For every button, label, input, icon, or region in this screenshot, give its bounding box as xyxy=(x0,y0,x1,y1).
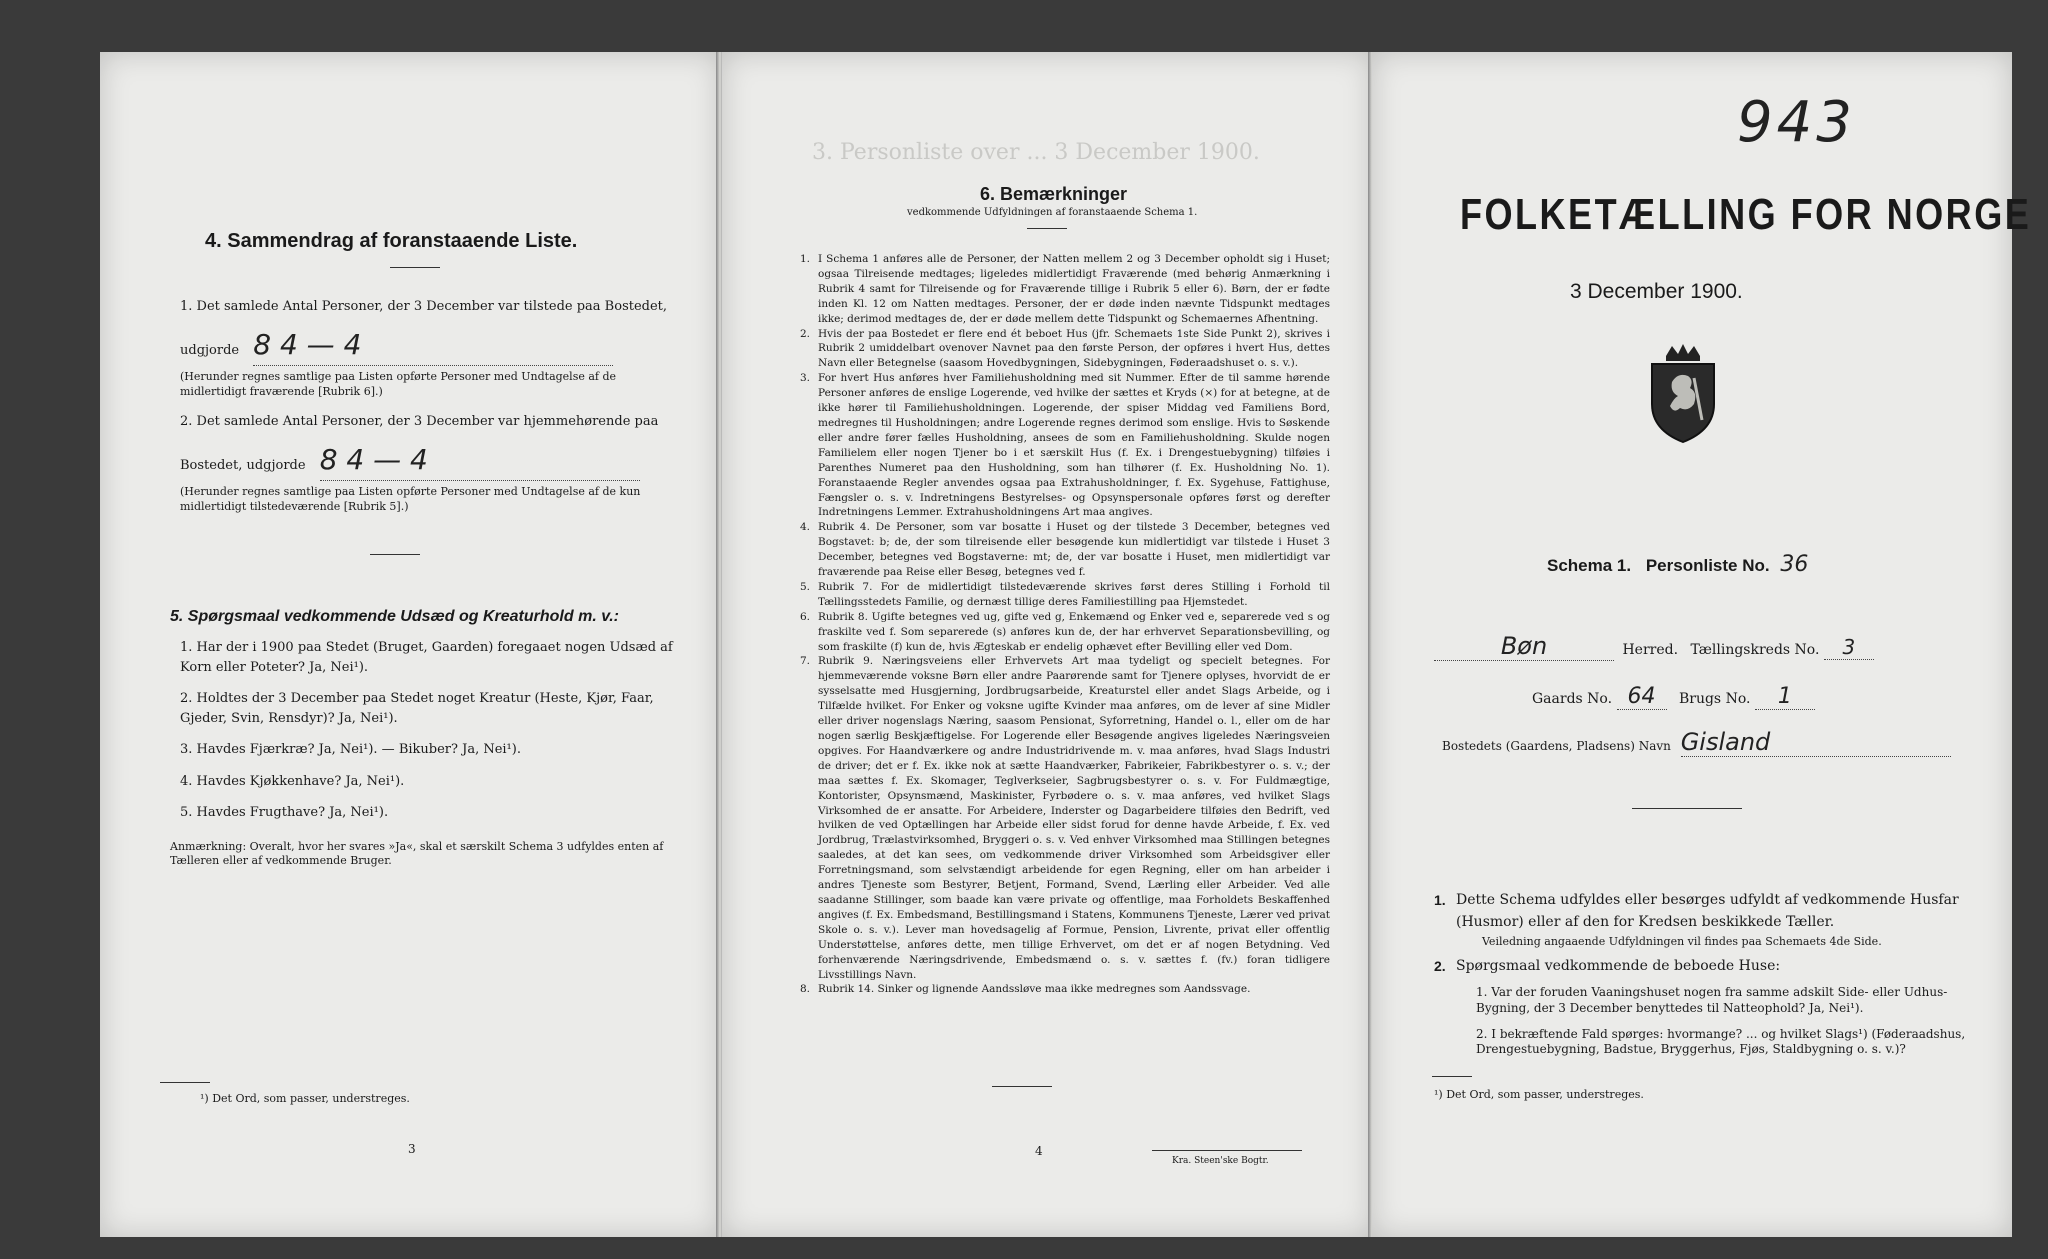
herred-value: Bøn xyxy=(1434,632,1614,661)
instruction-number: 2. xyxy=(1434,957,1446,974)
schema-row xyxy=(1547,552,1808,577)
instruction-number: 1. xyxy=(1434,892,1446,908)
footnote-divider xyxy=(160,1082,210,1083)
s5-item: 3. Havdes Fjærkræ? Ja, Nei¹). — Bikuber? Ja, Nei¹). xyxy=(180,742,521,757)
footnote-divider xyxy=(1432,1076,1472,1077)
s5-list xyxy=(180,638,680,835)
remark-number: 3. xyxy=(800,372,811,385)
instruction-text: Spørgsmaal vedkommende de beboede Huse: xyxy=(1456,957,1781,974)
remark-text: Hvis der paa Bostedet er flere end ét beboet Hus (jfr. Schemaets 1ste Side Punkt 2), skrives i Rubrik 2 umiddelbart ovenover Navnet paa den første Person, der opføres i hvert Hus, dettes Navn eller Betegnelse (saasom Hovedbygningen, Sidebygningen, Føderaadshuset o. s. v.). xyxy=(818,327,1330,370)
right-page xyxy=(1372,52,2032,1237)
page-number: 4 xyxy=(1035,1144,1043,1158)
printer-rule xyxy=(1152,1150,1302,1151)
q2-text: 2. Det samlede Antal Personer, der 3 December var hjemmehørende paa xyxy=(180,414,659,430)
q2-handwritten-answer: 8 4 — 4 xyxy=(320,440,640,482)
handwritten-archive-number: 943 xyxy=(1737,90,1856,155)
remark-item xyxy=(800,327,1330,372)
remark-item xyxy=(800,520,1330,580)
bosted-label: Bostedets (Gaardens, Pladsens) Navn xyxy=(1442,739,1671,753)
schema-label: Schema 1. xyxy=(1547,556,1632,575)
summary-block xyxy=(180,298,680,514)
remark-text: I Schema 1 anføres alle de Personer, der Natten mellem 2 og 3 December opholdt sig i Huset; ogsaa Tilreisende medtages; ligeledes midlertidigt Fraværende (med behørig Anmærkning i Rubrik 4 samt for Tilreisende og for Fraværende tillige i Rubrik 5 eller 6). Børn, der er fødte inden Kl. 12 om Natten medtages. Personer, der er døde inden nævnte Tidspunkt medtages ikke; derimod medtages de, der er døde mellem dette Tidspunkt og Schemaernes Afhentning. xyxy=(818,253,1330,325)
remark-text: Rubrik 8. Ugifte betegnes ved ug, gifte ved g, Enkemænd og Enker ved e, separerede ved s og fraskilte ved f. Som separerede (s) anføres kun de, der har erhvervet Separationsbevilling, og som fraskilte (f) kun de, hvis Ægteskab er endelig ophævet efter Bevilling eller ved Dom. xyxy=(818,610,1330,653)
s5-item: 2. Holdtes der 3 December paa Stedet noget Kreatur (Heste, Kjør, Faar, Gjeder, Svin, Rensdyr)? Ja, Nei¹). xyxy=(180,691,654,726)
personliste-label: Personliste No. xyxy=(1645,556,1770,575)
s5-item: 5. Havdes Frugthave? Ja, Nei¹). xyxy=(180,805,389,820)
herred-row xyxy=(1434,632,1974,661)
s5-item: 1. Har der i 1900 paa Stedet (Bruget, Gaarden) foregaaet nogen Udsæd af Korn eller Poteter? Ja, Nei¹). xyxy=(180,640,673,675)
brugs-number: 1 xyxy=(1755,684,1815,710)
house-question-2: 2. I bekræftende Fald spørges: hvormange? ... og hvilket Slags¹) (Føderaadshus, Drengestuebygning, Badstue, Bryggerhus, Fjøs, Staldbygning o. s. v.)? xyxy=(1476,1026,1966,1057)
divider xyxy=(1027,228,1067,229)
remarks-title: 6. Bemærkninger xyxy=(980,184,1128,204)
gaards-row xyxy=(1532,684,1815,710)
bleed-through-header: 3. Personliste over ... 3 December 1900. xyxy=(812,140,1260,165)
remark-text: Rubrik 9. Næringsveiens eller Erhvervets Art maa tydeligt og specielt betegnes. For hjemmeværende voksne Børn eller andre Paarørende samt for Tjenere oplyses, hvorvidt de er sysselsatte med Husgjerning, Jordbrugsarbeide, Kreaturstel eller andet Slags Arbeide, og i Tilfælde hvilket. For Enker og voksne ugifte Kvinder maa anføres, om de lever af sine Midler eller driver nogenslags Næring, saasom Pensionat, Syforretning, Handel o. l., eller om de har nogen særlig Beskjæftigelse. For Logerende eller Besøgende angives ligeledes Næringsveien opgives. For Haandværkere og andre Industridrivende m. v. maa anføres, hvad Slags Industri de driver; det er f. Ex. ikke nok at sætte Haandværker, Fabrikeier, Fabrikbestyrer o. s. v.; der maa sættes f. Ex. Skomager, Teglverkseier, Sagbrugsbestyrer o. s. v. For Fuldmægtige, Kontorister, Opsynsmænd, Maskinister, Fyrbødere o. s. v. maa anføres, ved hvilket Slags Virksomhed de er ansatte. For Arbeidere, Inderster og Dagarbeidere tilføies den Bedrift, ved hvilken de ved Optællingen har Arbeide eller sidst forud for denne havde Arbeide, f. Ex. ved Jordbrug, Trælastvirksomhed, Bryggeri o. s. v. Ved enhver Virksomhed maa Stillingen betegnes saaledes, at det kan sees, om vedkommende driver Virksomhed som Arbeidsgiver eller Forretningsmand, som selvstændigt arbeidende for egen Regning, eller om han arbeider i andres Tjeneste som Bestyrer, Betjent, Formand, Svend, Lærling eller Arbeider. Ved alle saadanne Stillinger, som baade kan være private og offentlige, maa Forholdets Beskaffenhed angives (f. Ex. Embedsmand, Bestillingsmand i Statens, Kommunens Tjeneste, Lærer ved privat Skole o. s. v.). Lever man hovedsagelig af Formue, Pension, Livrente, privat eller offentlig Understøttelse, anføres dette, men tillige Erhvervet, om det er af nogen Betydning. Ved forhenværende Næringsdrivende, Embedsmænd o. s. v. sættes f. (fv.) foran tidligere Livsstillings Navn. xyxy=(818,655,1330,981)
section4-title: 4. Sammendrag af foranstaaende Liste. xyxy=(205,230,578,252)
page-number: 3 xyxy=(408,1142,416,1156)
remark-item xyxy=(800,580,1330,610)
remarks-subtitle: vedkommende Udfyldningen af foranstaaende Schema 1. xyxy=(907,207,1198,218)
remark-text: For hvert Hus anføres hver Familiehusholdning med sit Nummer. Efter de til samme hørende Personer anføres de enslige Logerende, ved hvilke der sættes et Kryds (×) for at betegne, at de ikke hører til Familiehusholdningen. Logerende, der spiser Middag ved Familiens Bord, medregnes til Husholdningen; andre Logerende regnes derimod som enslige. Hvis to Søskende eller andre fører fælles Husholdning, ansees de som en Familiehusholdning. Skulde nogen Familielem eller nogen Tjener bo i et særskilt Hus (f. Ex. i Drengestuebygning) tilføies i Parenthes Numeret paa den Husholdning, som han tilhører (f. Ex. Husholdning No. 1). Foranstaaende Regler anvendes ogsaa paa Extrahusholdninger, f. Ex. Sygehuse, Fattighuse, Fængsler o. s. v. Indretningens Bestyrelses- og Opsynspersonale opføres først og derefter Indretningens Lemmer. Extrahusholdningens Art maa angives. xyxy=(818,372,1330,519)
remark-item xyxy=(800,252,1330,327)
remark-item xyxy=(800,610,1330,655)
left-page xyxy=(100,52,720,1237)
q2-note: (Herunder regnes samtlige paa Listen opførte Personer med Undtagelse af de kun midlertidigt tilstedeværende [Rubrik 5].) xyxy=(180,485,641,513)
remark-item xyxy=(800,982,1330,997)
remark-number: 8. xyxy=(800,983,811,996)
footnote: ¹) Det Ord, som passer, understreges. xyxy=(1434,1088,1644,1101)
remark-item xyxy=(800,371,1330,520)
instruction-1 xyxy=(1434,890,1974,933)
gaards-number: 64 xyxy=(1617,684,1667,710)
q2-answer-row xyxy=(180,440,680,482)
house-question-1: 1. Var der foruden Vaaningshuset nogen fra samme adskilt Side- eller Udhus-Bygning, der 3 December benyttedes til Natteophold? Ja, Nei¹). xyxy=(1476,985,1948,1015)
remark-number: 6. xyxy=(800,610,811,623)
q1-text: 1. Det samlede Antal Personer, der 3 December var tilstede paa Bostedet, xyxy=(180,299,668,314)
bosted-value: Gisland xyxy=(1681,728,1951,757)
personliste-number: 36 xyxy=(1780,552,1809,577)
remark-number: 7. xyxy=(800,655,811,668)
remark-note: Anmærkning: Overalt, hvor her svares »Ja«, skal et særskilt Schema 3 udfyldes enten af Tælleren eller af vedkommende Bruger. xyxy=(170,840,664,868)
remark-text: Rubrik 14. Sinker og lignende Aandssløve maa ikke medregnes som Aandssvage. xyxy=(818,983,1251,996)
q2-prefix: Bostedet, udgjorde xyxy=(180,457,306,473)
instruction-2 xyxy=(1434,956,1974,978)
document-title: FOLKETÆLLING FOR NORGE xyxy=(1460,190,2032,239)
divider xyxy=(992,1086,1052,1087)
q1-handwritten-answer: 8 4 — 4 xyxy=(253,325,613,367)
footnote: ¹) Det Ord, som passer, understreges. xyxy=(200,1092,410,1105)
kreds-number: 3 xyxy=(1824,635,1874,660)
q1-prefix: udgjorde xyxy=(180,342,240,358)
remark-number: 5. xyxy=(800,580,811,593)
bosted-row xyxy=(1442,728,1982,757)
brugs-label: Brugs No. xyxy=(1678,691,1751,707)
remark-item xyxy=(800,654,1330,982)
section5-title: 5. Spørgsmaal vedkommende Udsæd og Kreaturhold m. v.: xyxy=(170,608,619,625)
middle-page xyxy=(722,52,1372,1237)
coat-of-arms-icon xyxy=(1644,342,1722,444)
divider xyxy=(390,267,440,268)
remark-number: 4. xyxy=(800,521,811,534)
remarks-list xyxy=(800,252,1330,997)
herred-label: Herred. xyxy=(1622,642,1679,658)
remark-text: Rubrik 7. For de midlertidigt tilstedeværende skrives først deres Stilling i Forhold til Tællingsstedets Familie, og dernæst tillige deres Familiestilling paa Hjemstedet. xyxy=(818,580,1330,608)
printer-credit: Kra. Steen'ske Bogtr. xyxy=(1172,1156,1269,1166)
divider xyxy=(1632,808,1742,809)
kreds-label: Tællingskreds No. xyxy=(1690,642,1820,658)
divider xyxy=(370,554,420,555)
q1-answer-row xyxy=(180,325,680,367)
remark-number: 1. xyxy=(800,253,811,265)
remark-number: 2. xyxy=(800,327,811,340)
remark-text: Rubrik 4. De Personer, som var bosatte i Huset og der tilstede 3 December, betegnes ved Bogstavet: b; de, der som tilreisende eller besøgende kun midlertidigt var tilstede i Huset 3 December, betegnes ved Bogstaverne: mt; de, der var bosatte i Huset, men midlertidigt var fraværende paa Reise eller Besøg, betegnes ved f. xyxy=(818,521,1330,579)
instruction-1-sub: Veiledning angaaende Udfyldningen vil findes paa Schemaets 4de Side. xyxy=(1482,935,1882,949)
q1-note: (Herunder regnes samtlige paa Listen opførte Personer med Undtagelse af de midlertidigt fraværende [Rubrik 6].) xyxy=(180,370,617,398)
instructions xyxy=(1434,890,1974,1058)
document-date: 3 December 1900. xyxy=(1570,280,1743,303)
s5-item: 4. Havdes Kjøkkenhave? Ja, Nei¹). xyxy=(180,773,405,789)
gaards-label: Gaards No. xyxy=(1532,691,1613,707)
instruction-text: Dette Schema udfyldes eller besørges udfyldt af vedkommende Husfar (Husmor) eller af den for Kredsen beskikkede Tæller. xyxy=(1456,892,1959,930)
